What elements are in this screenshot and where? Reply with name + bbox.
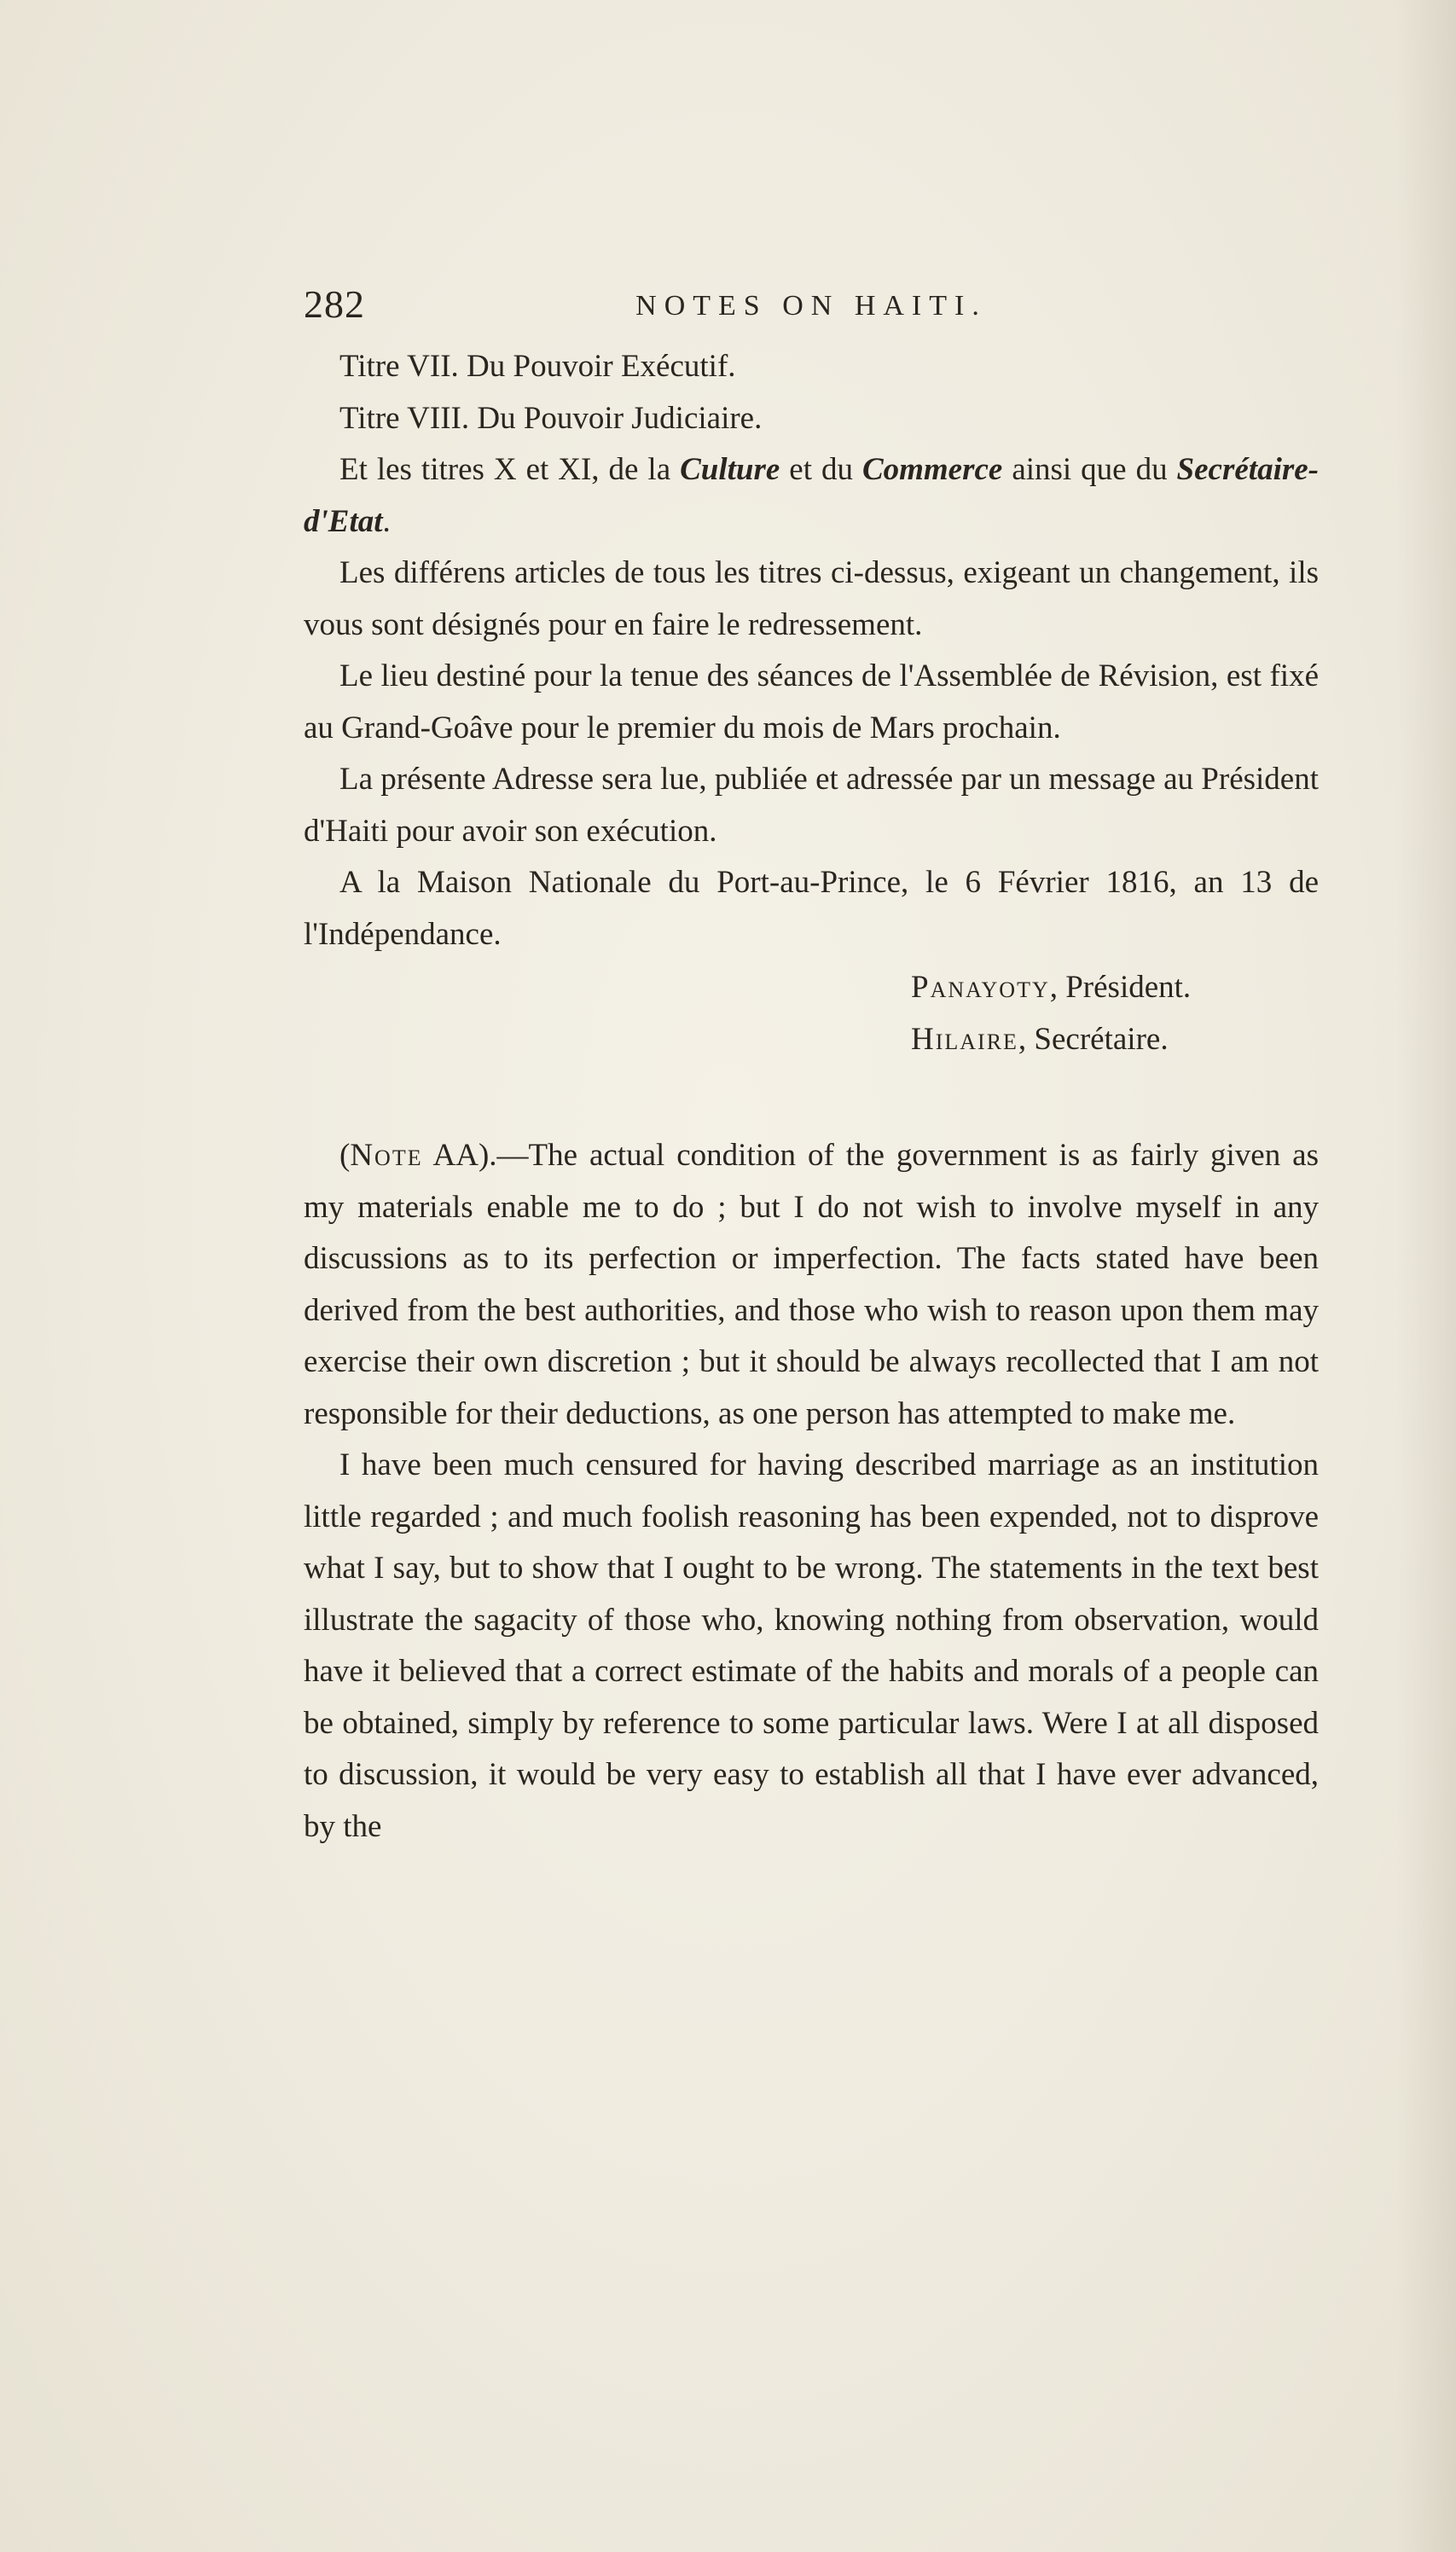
commerce-italic: Commerce	[861, 452, 1003, 487]
signature-name: Hilaire	[911, 1021, 1018, 1057]
section-gap	[304, 1065, 1319, 1130]
secretaire-italic: Secrétaire-d'Etat	[304, 452, 1319, 539]
signature-block	[911, 962, 1319, 1065]
titres-text-before: Et les titres X et XI, de la	[339, 452, 681, 487]
titres-x-xi-paragraph	[304, 444, 1319, 548]
note-aa-paragraph-1	[304, 1130, 1319, 1440]
maison-paragraph: A la Maison Nationale du Port-au-Prince, le 6 Février 1816, an 13 de l'Indépendance.	[304, 865, 1319, 952]
titres-text-mid2: ainsi que du	[1002, 452, 1177, 487]
running-head	[304, 281, 1319, 341]
signature-name: Panayoty	[911, 970, 1050, 1005]
note-label: Note	[350, 1138, 423, 1173]
presente-paragraph: La présente Adresse sera lue, publiée et adressée par un message au Président d'Haiti pour avoir son exécution.	[304, 762, 1319, 849]
signature-secretary	[911, 1014, 1319, 1066]
note-code: AA).	[422, 1138, 497, 1173]
signature-president	[911, 962, 1319, 1014]
titre-vii-line: Titre VII. Du Pouvoir Exécutif.	[339, 349, 736, 384]
titre-viii-line: Titre VIII. Du Pouvoir Judiciaire.	[339, 400, 763, 436]
running-title: NOTES ON HAITI.	[635, 290, 987, 322]
titres-text-end: .	[382, 503, 391, 539]
page-content	[304, 281, 1319, 1853]
signature-role: , Secrétaire.	[1018, 1021, 1169, 1057]
titres-text-mid1: et du	[780, 452, 862, 487]
culture-italic: Culture	[680, 452, 780, 487]
differens-paragraph: Les différens articles de tous les titres ci-dessus, exigeant un changement, ils vous sont désignés pour en faire le redressement.	[304, 555, 1319, 642]
page-edge-shadow	[1396, 0, 1456, 2552]
page-number: 282	[304, 282, 365, 326]
note-aa-paragraph-2: I have been much censured for having described marriage as an institution little regarded ; and much foolish reasoning has been expended, not to disprove what I say, but to show that I ought to be wrong. The statements in the text best illustrate the sagacity of those who, knowing nothing from observation, would have it believed that a correct estimate of the habits and morals of a people can be obtained, simply by reference to some particular laws. Were I at all disposed to discussion, it would be very easy to establish all that I have ever advanced, by the	[304, 1447, 1319, 1844]
note-open-paren: (	[339, 1138, 351, 1173]
signature-role: , Président.	[1049, 970, 1192, 1005]
lieu-paragraph: Le lieu destiné pour la tenue des séances de l'Assemblée de Révision, est fixé au Grand-Goâve pour le premier du mois de Mars prochain.	[304, 658, 1319, 745]
note-aa-text: —The actual condition of the government is as fairly given as my materials enable me to do ; but I do not wish to involve myself in any discussions as to its perfection or imperfection. The facts stated have been derived from the best authorities, and those who wish to reason upon them may exercise their own discretion ; but it should be always recollected that I am not responsible for their deductions, as one person has attempted to make me.	[304, 1138, 1319, 1431]
